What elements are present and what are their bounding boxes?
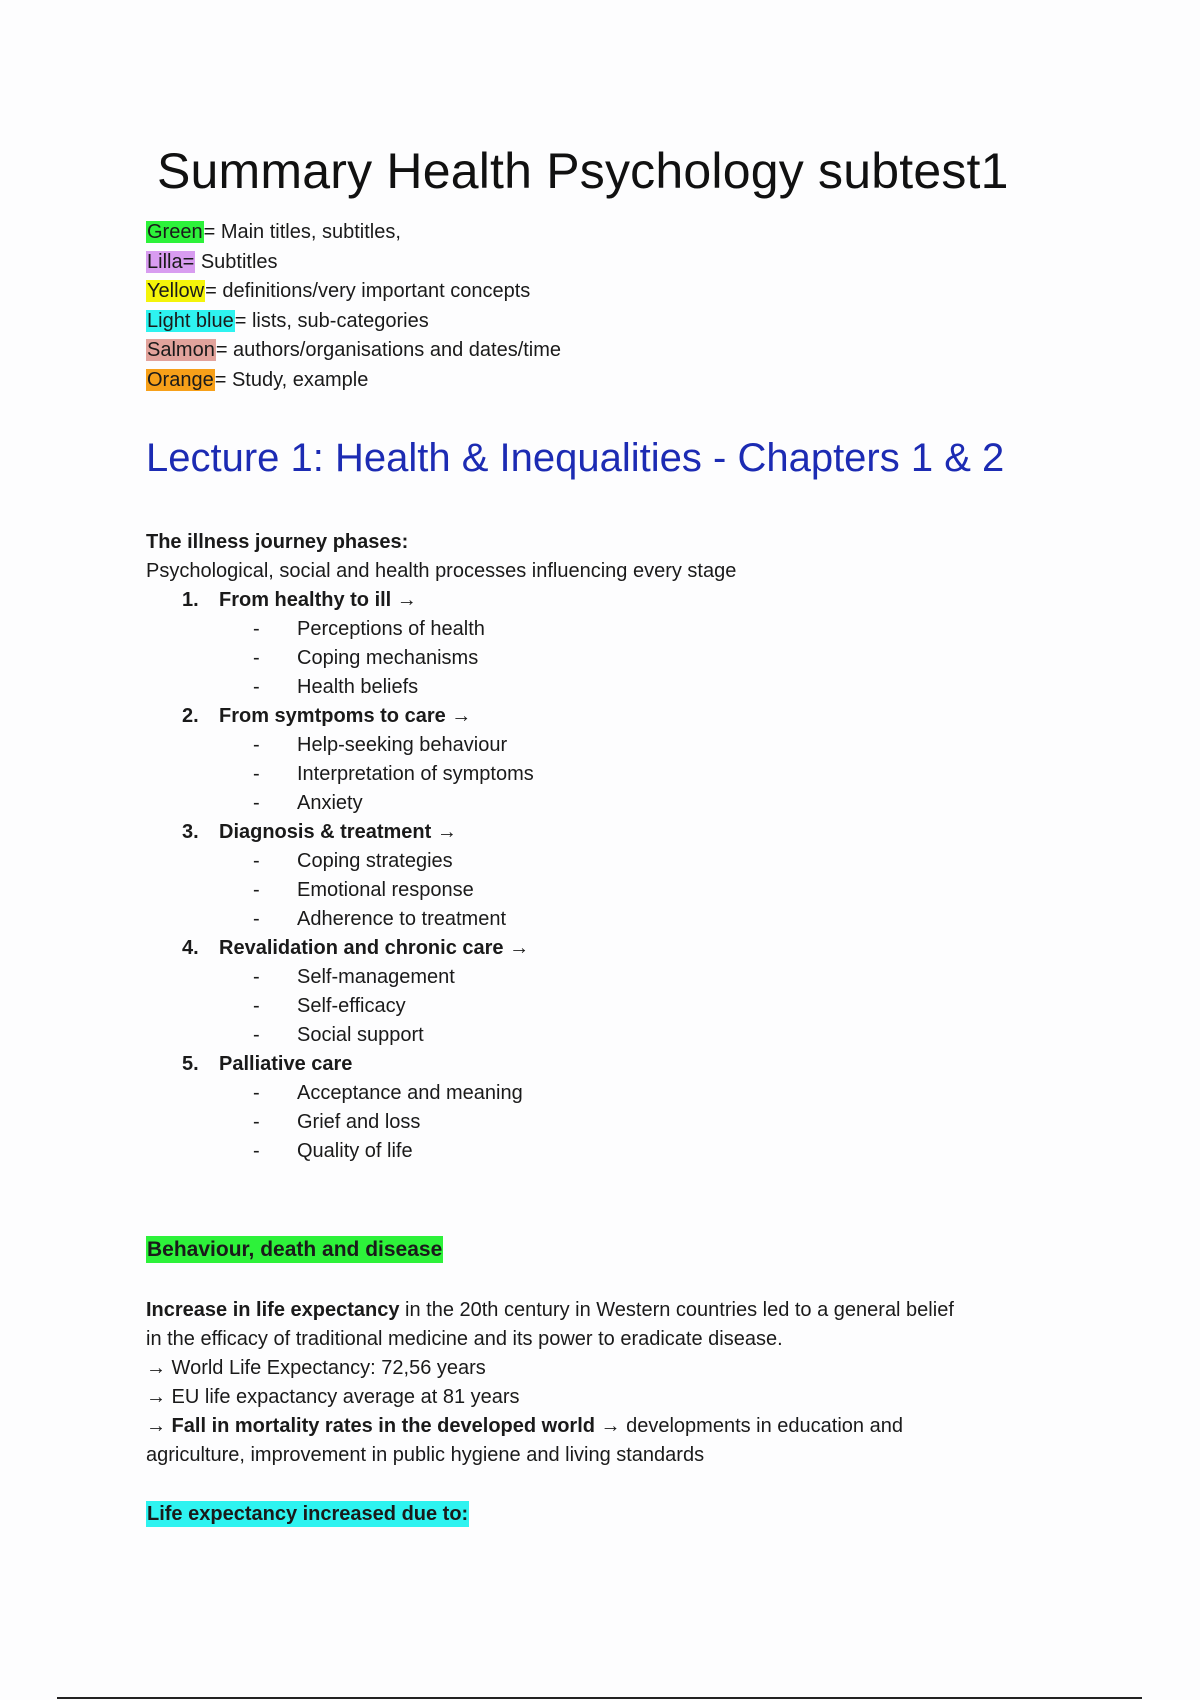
legend-key-orange: Orange xyxy=(147,368,214,391)
dash-bullet: - xyxy=(253,966,260,988)
illness-journey-heading: The illness journey phases: xyxy=(146,531,409,553)
list-item xyxy=(146,673,1066,702)
color-legend xyxy=(146,218,561,395)
list-item xyxy=(146,847,1066,876)
list-item xyxy=(146,1021,1066,1050)
list-item xyxy=(146,963,1066,992)
phase-label: From healthy to ill → xyxy=(219,589,417,611)
paragraph-line1-rest: in the 20th century in Western countries led to a general belief xyxy=(399,1299,954,1321)
phase-label: From symtpoms to care → xyxy=(219,705,472,727)
phases-list xyxy=(146,586,1066,1166)
list-item xyxy=(146,615,1066,644)
behaviour-paragraph xyxy=(146,1296,1066,1470)
list-item xyxy=(146,905,1066,934)
legend-key-yellow: Yellow xyxy=(147,280,205,302)
legend-key-light-blue: Light blue xyxy=(147,309,234,332)
list-item xyxy=(146,789,1066,818)
phase-subitems xyxy=(146,615,1066,702)
phase-number: 4. xyxy=(182,937,199,959)
list-item-text: Coping strategies xyxy=(297,850,453,872)
mortality-fall-line2: agriculture, improvement in public hygiene and living standards xyxy=(146,1444,705,1466)
list-item-text: Social support xyxy=(297,1024,424,1046)
legend-text-orange: = Study, example xyxy=(214,368,369,391)
phase-label: Palliative care xyxy=(219,1053,353,1075)
dash-bullet: - xyxy=(253,995,260,1017)
list-item-text: Self-management xyxy=(297,966,455,988)
list-item-text: Self-efficacy xyxy=(297,995,406,1017)
dash-bullet: - xyxy=(253,763,260,785)
life-expectancy-term: Increase in life expectancy xyxy=(146,1299,400,1321)
paragraph-line2: in the efficacy of traditional medicine and its power to eradicate disease. xyxy=(146,1328,783,1350)
list-item-text: Interpretation of symptoms xyxy=(297,763,534,785)
dash-bullet: - xyxy=(253,1082,260,1104)
phase-label: Diagnosis & treatment → xyxy=(219,821,457,843)
list-item-text: Coping mechanisms xyxy=(297,647,479,669)
illness-journey-section xyxy=(146,528,1066,1166)
lecture-title: Lecture 1: Health & Inequalities - Chapters 1 & 2 xyxy=(146,436,1005,480)
list-item xyxy=(146,1137,1066,1166)
phase-subitems xyxy=(146,847,1066,934)
life-expectancy-subheading-text: Life expectancy increased due to: xyxy=(147,1503,469,1525)
list-item xyxy=(146,731,1066,760)
legend-key-green: Green xyxy=(147,221,203,243)
legend-row-lilla xyxy=(146,248,561,278)
legend-text-lilla: Subtitles xyxy=(195,250,278,273)
behaviour-section-heading xyxy=(146,1238,443,1262)
phase-subitems xyxy=(146,1079,1066,1166)
legend-text-salmon: = authors/organisations and dates/time xyxy=(215,339,562,361)
dash-bullet: - xyxy=(253,618,260,640)
legend-row-salmon xyxy=(146,336,561,366)
mortality-fall-term: → Fall in mortality rates in the developed world xyxy=(146,1415,595,1437)
list-item-text: Grief and loss xyxy=(297,1111,421,1133)
legend-text-light-blue: = lists, sub-categories xyxy=(234,309,429,332)
dash-bullet: - xyxy=(253,1024,260,1046)
list-item xyxy=(146,760,1066,789)
world-life-expectancy: → World Life Expectancy: 72,56 years xyxy=(146,1357,486,1379)
legend-text-green: = Main titles, subtitles, xyxy=(203,221,401,243)
phase-subitems xyxy=(146,963,1066,1050)
phase-label: Revalidation and chronic care → xyxy=(219,937,530,959)
phase-number: 1. xyxy=(182,589,199,611)
list-item xyxy=(146,992,1066,1021)
phase-number: 3. xyxy=(182,821,199,843)
list-item-text: Adherence to treatment xyxy=(297,908,507,930)
dash-bullet: - xyxy=(253,879,260,901)
phase-number: 2. xyxy=(182,705,199,727)
phase-number: 5. xyxy=(182,1053,199,1075)
list-item-text: Anxiety xyxy=(297,792,363,814)
list-item-text: Acceptance and meaning xyxy=(297,1082,523,1104)
illness-journey-intro: Psychological, social and health processes influencing every stage xyxy=(146,560,737,582)
legend-row-yellow xyxy=(146,277,561,307)
list-item-text: Health beliefs xyxy=(297,676,419,698)
dash-bullet: - xyxy=(253,676,260,698)
page-bottom-rule xyxy=(57,1697,1142,1699)
dash-bullet: - xyxy=(253,1140,260,1162)
list-item xyxy=(146,1079,1066,1108)
list-item-text: Help-seeking behaviour xyxy=(297,734,508,756)
mortality-fall-rest: → developments in education and xyxy=(594,1415,903,1437)
legend-key-salmon: Salmon xyxy=(147,339,215,361)
life-expectancy-subheading xyxy=(146,1503,469,1526)
document-title: Summary Health Psychology subtest1 xyxy=(157,143,1009,199)
phase-subitems xyxy=(146,731,1066,818)
dash-bullet: - xyxy=(253,1111,260,1133)
list-item-text: Quality of life xyxy=(297,1140,413,1162)
dash-bullet: - xyxy=(253,908,260,930)
phase-item xyxy=(146,818,1066,934)
list-item-text: Emotional response xyxy=(297,879,474,901)
list-item xyxy=(146,1108,1066,1137)
phase-item xyxy=(146,586,1066,702)
eu-life-expectancy: → EU life expactancy average at 81 years xyxy=(146,1386,520,1408)
phase-item xyxy=(146,702,1066,818)
dash-bullet: - xyxy=(253,850,260,872)
behaviour-heading-text: Behaviour, death and disease xyxy=(147,1238,443,1261)
legend-row-green xyxy=(146,218,561,248)
phase-item xyxy=(146,934,1066,1050)
dash-bullet: - xyxy=(253,647,260,669)
list-item xyxy=(146,876,1066,905)
legend-row-light-blue xyxy=(146,307,561,337)
dash-bullet: - xyxy=(253,792,260,814)
list-item-text: Perceptions of health xyxy=(297,618,485,640)
list-item xyxy=(146,644,1066,673)
legend-key-lilla: Lilla= xyxy=(147,250,195,273)
dash-bullet: - xyxy=(253,734,260,756)
legend-row-orange xyxy=(146,366,561,396)
legend-text-yellow: = definitions/very important concepts xyxy=(205,280,531,302)
phase-item xyxy=(146,1050,1066,1166)
